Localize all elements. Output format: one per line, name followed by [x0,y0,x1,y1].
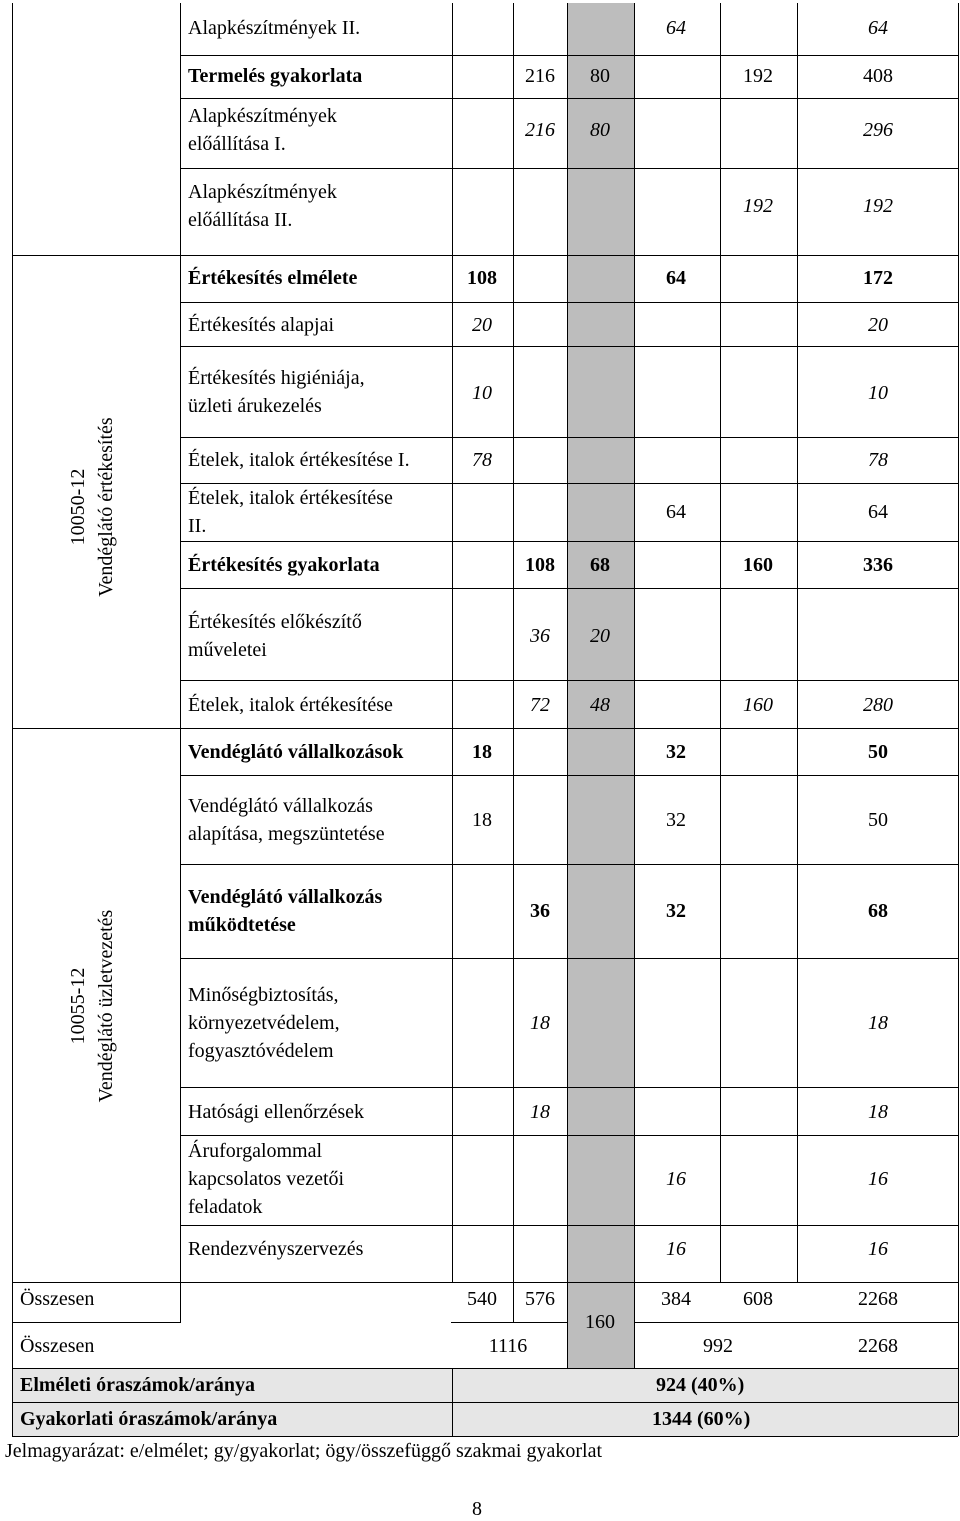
cell-value: 36 [530,625,550,647]
total-value: 160 [585,1311,615,1333]
total-value: 2268 [858,1335,898,1357]
cell-value: 192 [743,65,773,87]
total-value: 2268 [858,1288,898,1310]
cell-value: 20 [472,314,492,336]
total-value: 992 [703,1335,733,1357]
row-label: Vendéglátó vállalkozások [188,741,404,763]
row-label: Alapkészítmények II. [188,17,361,39]
row-label: Értékesítés elmélete [188,267,358,289]
row-label: Alapkészítmények előállítása I. [188,105,337,155]
total-value: 1116 [488,1335,528,1357]
cell-value: 68 [868,900,888,922]
cell-value: 64 [666,17,686,39]
total-value: 608 [743,1288,773,1310]
cell-value: 50 [868,809,888,831]
row-label: Vendéglátó vállalkozás működtetése [188,886,383,936]
cell-value: 64 [666,501,686,523]
row-label: Minőségbiztosítás, környezetvédelem, fogyasztóvédelem [188,984,340,1062]
row-label: Értékesítés előkészítő műveletei [188,611,362,661]
cell-value: 68 [590,554,610,576]
cell-value: 78 [472,449,492,471]
total-label-1: Összesen [20,1288,95,1310]
row-label: Értékesítés alapjai [188,314,335,336]
cell-value: 80 [590,65,610,87]
cell-value: 336 [863,554,893,576]
total-value: 576 [525,1288,555,1310]
cell-value: 108 [467,267,497,289]
cell-value: 32 [666,809,686,831]
cell-value: 32 [666,741,686,763]
cell-value: 160 [743,554,773,576]
cell-value: 64 [868,501,888,523]
ogy-column-shade [567,3,634,1368]
row-label: Rendezvényszervezés [188,1238,364,1260]
cell-value: 72 [530,694,550,716]
cell-value: 64 [666,267,686,289]
cell-value: 16 [666,1238,686,1260]
row-label: Értékesítés higiéniája, üzleti árukezelés [188,367,365,417]
row-label: Ételek, italok értékesítése II. [188,487,393,537]
row-label: Termelés gyakorlata [188,65,363,87]
cell-value: 50 [868,741,888,763]
total-value: 384 [661,1288,691,1310]
cell-value: 216 [525,65,555,87]
row-label: Ételek, italok értékesítése I. [188,449,410,471]
cell-value: 18 [868,1101,888,1123]
cell-value: 48 [590,694,610,716]
legend-text: Jelmagyarázat: e/elmélet; gy/gyakorlat; ögy/összefüggő szakmai gyakorlat [5,1440,603,1462]
summary-value: 924 (40%) [656,1374,745,1396]
total-label-2: Összesen [20,1335,95,1357]
cell-value: 408 [863,65,893,87]
cell-value: 16 [868,1238,888,1260]
cell-value: 80 [590,119,610,141]
row-label: Ételek, italok értékesítése [188,694,393,716]
cell-value: 172 [863,267,893,289]
cell-value: 216 [525,119,555,141]
cell-value: 160 [743,694,773,716]
cell-value: 18 [530,1012,550,1034]
row-label: Vendéglátó vállalkozás alapítása, megszüntetése [188,795,385,845]
cell-value: 10 [868,382,888,404]
cell-value: 20 [868,314,888,336]
cell-value: 32 [666,900,686,922]
row-label: Alapkészítmények előállítása II. [188,181,337,231]
module-10055-label: 10055-12 Vendéglátó üzletvezetés [67,909,117,1103]
summary-label: Gyakorlati óraszámok/aránya [20,1408,278,1430]
cell-value: 36 [530,900,550,922]
cell-value: 18 [472,741,492,763]
total-value: 540 [467,1288,497,1310]
row-label: Értékesítés gyakorlata [188,554,380,576]
cell-value: 192 [743,195,773,217]
cell-value: 18 [472,809,492,831]
cell-value: 78 [868,449,888,471]
cell-value: 192 [863,195,893,217]
summary-label: Elméleti óraszámok/aránya [20,1374,255,1396]
cell-value: 64 [868,17,888,39]
cell-value: 18 [868,1012,888,1034]
cell-value: 16 [868,1168,888,1190]
cell-value: 18 [530,1101,550,1123]
cell-value: 296 [863,119,893,141]
module-10050-label: 10050-12 Vendéglátó értékesítés [67,417,117,597]
cell-value: 10 [472,382,492,404]
summary-value: 1344 (60%) [652,1408,751,1430]
cell-value: 16 [666,1168,686,1190]
page-number: 8 [472,1498,482,1520]
row-label: Hatósági ellenőrzések [188,1101,365,1123]
cell-value: 280 [863,694,893,716]
row-label: Áruforgalommal kapcsolatos vezetői feladatok [188,1140,345,1218]
cell-value: 20 [590,625,610,647]
cell-value: 108 [525,554,555,576]
